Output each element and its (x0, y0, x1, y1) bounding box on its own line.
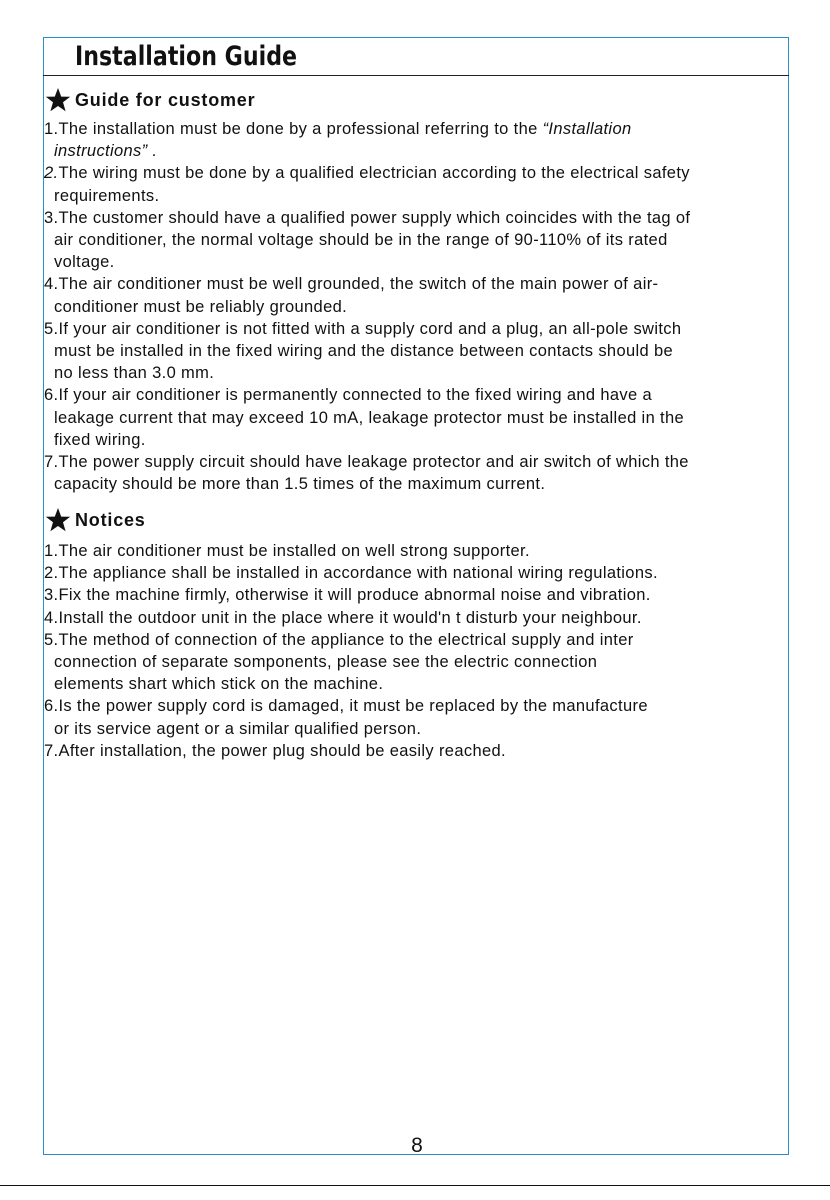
section-heading-label: Notices (75, 509, 146, 530)
list-item (44, 740, 796, 762)
list-item (44, 629, 796, 696)
item-text: The appliance shall be installed in accordance with national wiring regulations. (58, 564, 658, 583)
item-number: 4. (44, 608, 59, 627)
item-number: 2. (44, 164, 59, 183)
list-item (44, 607, 796, 629)
item-text: The air conditioner must be installed on well strong supporter. (58, 542, 530, 560)
item-number: 6. (44, 697, 59, 716)
item-text: After installation, the power plug should be easily reached. (58, 741, 506, 760)
page-number: 8 (411, 1134, 423, 1157)
title-divider (43, 75, 789, 76)
item-number: 3. (44, 586, 59, 605)
item-number: 7. (44, 453, 59, 472)
item-text: Is the power supply cord is damaged, it must be replaced by the manufacture or its service agent or a similar qualified person. (54, 697, 648, 738)
item-number: 3. (44, 208, 59, 227)
item-number: 1. (44, 542, 59, 560)
list-item (44, 540, 796, 562)
item-text: If your air conditioner is not fitted with a supply cord and a plug, an all-pole switch must be installed in the fixed wiring and the distance between contacts should be no less than 3.0 mm. (54, 319, 682, 383)
bottom-divider (0, 1185, 830, 1186)
item-number: 2. (44, 564, 59, 583)
item-number: 5. (44, 319, 59, 338)
item-text-italic: “Installation instructions” . (54, 120, 632, 161)
item-text: The customer should have a qualified power supply which coincides with the tag of air conditioner, the normal voltage should be in the range of 90-110% of its rated voltage. (54, 208, 691, 272)
list-item (44, 273, 796, 317)
item-text: The installation must be done by a professional referring to the (58, 120, 543, 138)
list-item (44, 384, 796, 451)
notices-list (44, 540, 796, 762)
item-text: The power supply circuit should have leakage protector and air switch of which the capacity should be more than 1.5 times of the maximum current. (54, 453, 689, 494)
list-item (44, 207, 796, 274)
item-number: 7. (44, 741, 59, 760)
item-text: The method of connection of the appliance to the electrical supply and inter connection of separate somponents, please see the electric connection elements shart which stick on the machine. (54, 630, 634, 694)
section-heading-label: Guide for customer (75, 89, 256, 110)
item-text: The wiring must be done by a qualified electrician according to the electrical safety requirements. (54, 164, 690, 205)
star-icon (45, 507, 71, 533)
section-heading-notices (45, 507, 146, 533)
item-number: 6. (44, 386, 59, 405)
item-number: 1. (44, 120, 59, 138)
list-item (44, 118, 796, 162)
item-text: If your air conditioner is permanently connected to the fixed wiring and have a leakage current that may exceed 10 mA, leakage protector must be installed in the fixed wiring. (54, 386, 685, 449)
item-text: Install the outdoor unit in the place where it would'n t disturb your neighbour. (58, 608, 642, 627)
list-item (44, 451, 796, 495)
star-icon (45, 87, 71, 113)
guide-for-customer-list (44, 118, 796, 495)
list-item (44, 584, 796, 606)
list-item (44, 318, 796, 385)
item-number: 4. (44, 275, 59, 294)
section-heading-guide-for-customer (45, 87, 255, 113)
page-title: Installation Guide (75, 41, 298, 72)
item-number: 5. (44, 630, 59, 649)
list-item (44, 695, 796, 739)
item-text: Fix the machine firmly, otherwise it will produce abnormal noise and vibration. (58, 586, 651, 605)
list-item (44, 162, 796, 206)
item-text: The air conditioner must be well grounded, the switch of the main power of air- conditioner must be reliably grounded. (54, 275, 659, 316)
list-item (44, 562, 796, 584)
